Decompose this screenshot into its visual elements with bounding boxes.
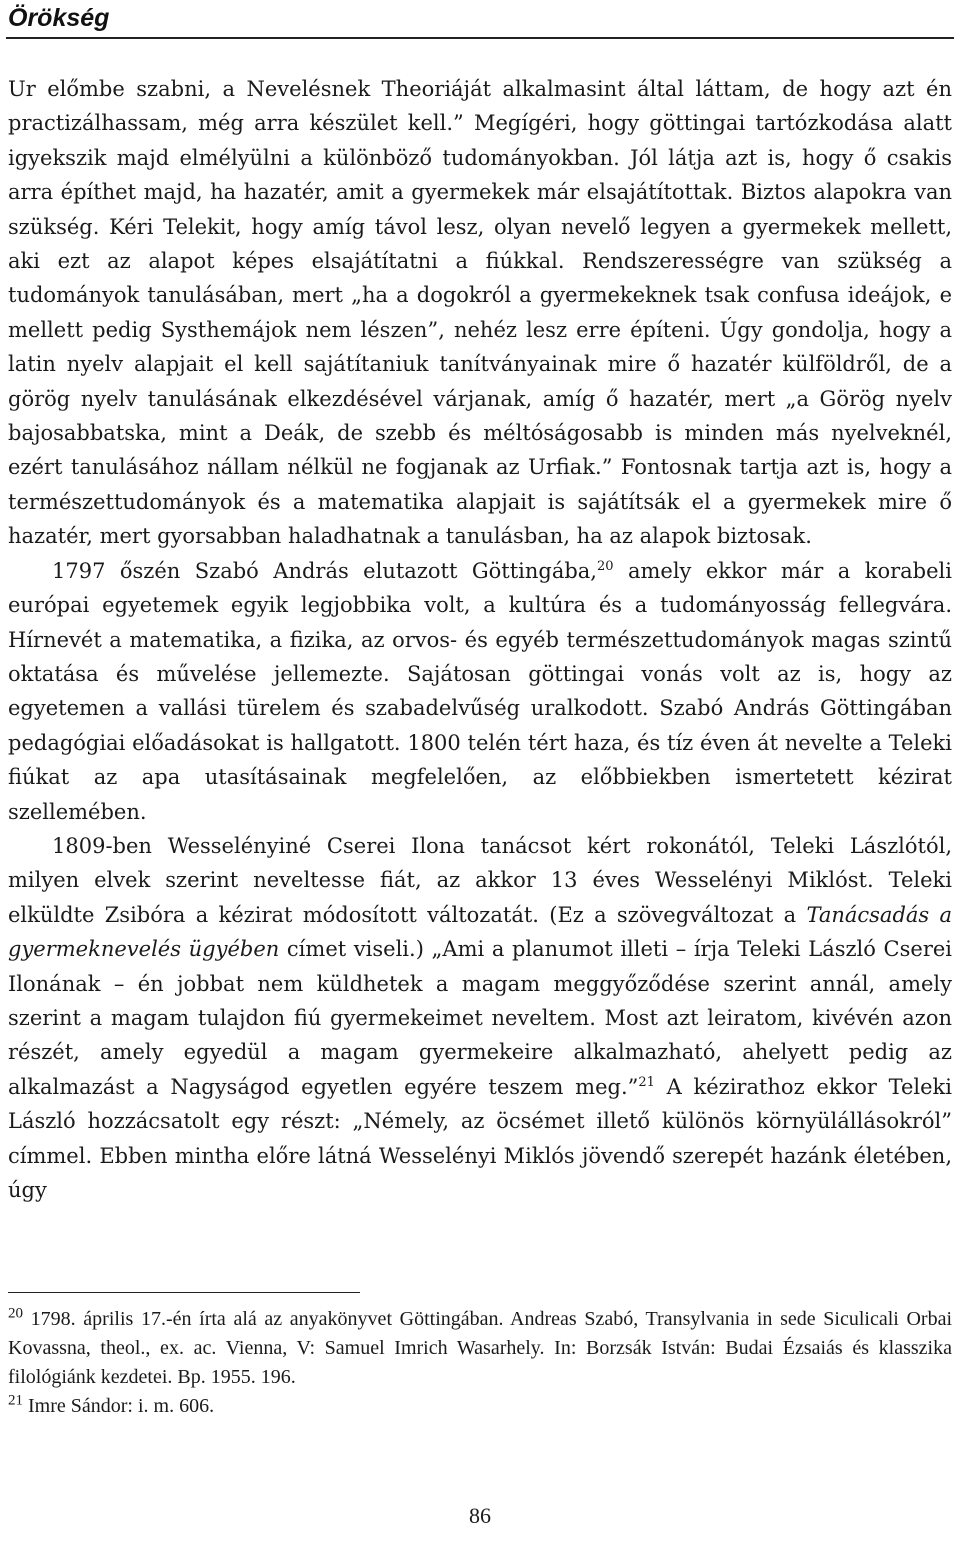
running-header: Örökség bbox=[8, 4, 110, 32]
body-text bbox=[8, 72, 952, 1207]
paragraph-2-text-a: 1797 őszén Szabó András elutazott Göttingába, bbox=[52, 558, 597, 583]
footnotes bbox=[8, 1305, 952, 1421]
header-rule bbox=[6, 37, 954, 39]
paragraph-2-text-b: amely ekkor már a korabeli európai egyetemek egyik legjobbika volt, a kultúra és a tudományosság fellegvára. Hírnevét a matematika, a fizika, az orvos- és egyéb természettudományok magas szintű oktatása és művelése jellemezte. Sajátosan göttingai vonás volt az is, hogy az egyetemen a vallási türelem és szabadelvűség uralkodott. Szabó András Göttingában pedagógiai előadásokat is hallgatott. 1800 telén tért haza, és tíz éven át nevelte a Teleki fiúkat az apa utasításainak megfelelően, az előbbiekben ismertetett kézirat szellemében. bbox=[8, 558, 952, 824]
footnote-text: 1798. április 17.-én írta alá az anyakönyvet Göttingában. Andreas Szabó, Transylvania in sede Siculicali Orbai Kovassna, theol., ex. ac. Vienna, V: Samuel Imrich Wasarhely. In: Borzsák István: Budai Ézsaiás és klasszika filológiánk kezdetei. Bp. 1955. 196. bbox=[8, 1308, 952, 1388]
footnote-number: 20 bbox=[8, 1305, 23, 1322]
paragraph-1: Ur előmbe szabni, a Nevelésnek Theoriáját alkalmasint által láttam, de hogy azt én practizálhassam, még arra készület kell.” Megígéri, hogy göttingai tartózkodása alatt igyekszik majd elmélyülni a különböző tudományokban. Jól látja azt is, hogy ő csakis arra építhet majd, ha hazatér, amit a gyermekek már elsajátítottak. Biztos alapokra van szükség. Kéri Telekit, hogy amíg távol lesz, olyan nevelő legyen a gyermekek mellett, aki ezt az alapot képes elsajátítatni a fiúkkal. Rendszerességre van szükség a tudományok tanulásában, mert „ha a dogokról a gyermekeknek tsak confusa ideájok, e mellett pedig Systhemájok nem lészen”, nehéz lesz erre építeni. Úgy gondolja, hogy a latin nyelv alapjait el kell sajátítaniuk tanítványainak mire ő hazatér külföldről, de a görög nyelv tanulásának elkezdésével várjanak, amíg ő hazatér, mert „a Görög nyelv bajosabbatska, mint a Deák, de szebb és méltóságosabb is minden más nyelveknél, ezért tanulásához nállam nélkül ne fogjanak az Urfiak.” Fontosnak tartja azt is, hogy a természettudományok és a matematika alapjait is sajátítsák el a gyermekek mire ő hazatér, mert gyorsabban haladhatnak a tanulásban, ha az alapok biztosak. bbox=[8, 77, 952, 549]
footnote-20 bbox=[8, 1305, 952, 1392]
paragraph-3 bbox=[8, 829, 952, 1207]
footnote-rule bbox=[8, 1292, 360, 1293]
footnote-ref-21[interactable]: 21 bbox=[638, 1074, 655, 1090]
footnote-number: 21 bbox=[8, 1392, 23, 1409]
footnote-ref-20[interactable]: 20 bbox=[596, 558, 614, 574]
footnote-text: Imre Sándor: i. m. 606. bbox=[23, 1395, 215, 1417]
paragraph-3-text-a: 1809-ben Wesselényiné Cserei Ilona tanácsot kért rokonától, Teleki Lászlótól, milyen elvek szerint neveltesse fiát, az akkor 13 éves Wesselényi Miklóst. Teleki elküldte Zsibóra a kézirat módosított változatát. (Ez a szövegváltozat a bbox=[8, 833, 952, 927]
paragraph-2 bbox=[8, 554, 952, 829]
paragraph-3-text-b: címet viseli.) „Ami a planumot illeti – írja Teleki László Cserei Ilonának – én jobbat nem küldhetek a magam meggyőződése szerint annál, amely szerint a magam tulajdon fiú gyermekeimet neveltem. Most azt leiratom, kivévén azon részét, amely egyedül a magam gyermekeire alkalmazható, ahelyett pedig az alkalmazást a Nagyságod egyetlen egyére teszem meg.” bbox=[8, 937, 952, 1099]
work-title: Tanácsadás a gyermeknevelés ügyében bbox=[8, 902, 952, 962]
page-number: 86 bbox=[469, 1503, 491, 1528]
footnote-21 bbox=[8, 1392, 952, 1421]
paragraph-3-text-c: A kézirathoz ekkor Teleki László hozzácsatolt egy részt: „Némely, az öcsémet illető különös környülállásokról” címmel. Ebben mintha előre látná Wesselényi Miklós jövendő szerepét hazánk életében, úgy bbox=[8, 1074, 953, 1202]
